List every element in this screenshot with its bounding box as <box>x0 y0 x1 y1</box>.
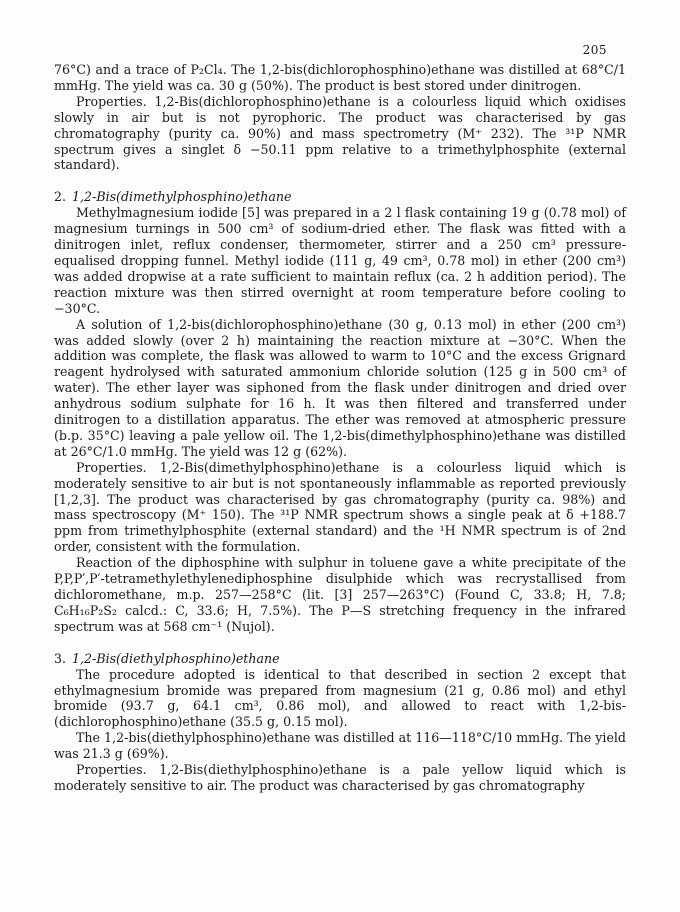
paragraph-continued: 76°C) and a trace of P₂Cl₄. The 1,2-bis(dichlorophosphino)ethane was distilled at 68°C/1 mmHg. The yield was ca. 30 g (50%). The product is best stored under dinitrogen. <box>54 62 626 93</box>
paragraph-properties-dichloro: Properties. 1,2-Bis(dichlorophosphino)ethane is a colourless liquid which oxidises slowly in air but is not pyrophoric. The product was characterised by gas chromatography (purity ca. 90%) and mass spectrometry (M⁺ 232). The ³¹P NMR spectrum gives a singlet δ −50.11 ppm relative to a trimethylphosphite (external standard). <box>54 93 626 173</box>
section-2-paragraph-sulphur: Reaction of the diphosphine with sulphur in toluene gave a white precipitate of the P,P,P′,P′-tetramethylethylenediphosphine disulphide which was recrystallised from dichloromethane, m.p. 257—258°C (lit. [3] 257—263°C) (Found C, 33.8; H, 7.8; C₆H₁₆P₂S₂ calcd.: C, 33.6; H, 7.5%). The P—S stretching frequency in the infrared spectrum was at 568 cm⁻¹ (Nujol). <box>54 555 626 634</box>
section-2-paragraph-1: Methylmagnesium iodide [5] was prepared in a 2 l flask containing 19 g (0.78 mol) of magnesium turnings in 500 cm³ of sodium-dried ether. The flask was fitted with a dinitrogen inlet, reflux condenser, thermometer, stirrer and a 250 cm³ pressure-equalised dropping funnel. Methyl iodide (111 g, 49 cm³, 0.78 mol) in ether (200 cm³) was added dropwise at a rate sufficient to maintain reflux (ca. 2 h addition period). The reaction mixture was then stirred overnight at room temperature before cooling to −30°C. <box>54 205 626 316</box>
section-3-paragraph-2: The 1,2-bis(diethylphosphino)ethane was distilled at 116—118°C/10 mmHg. The yield was 21.3 g (69%). <box>54 730 626 762</box>
section-2-number: 2. <box>54 189 67 205</box>
body-text <box>54 62 626 794</box>
section-2-paragraph-2: A solution of 1,2-bis(dichlorophosphino)ethane (30 g, 0.13 mol) in ether (200 cm³) was added slowly (over 2 h) maintaining the reaction mixture at −30°C. When the addition was complete, the flask was allowed to warm to 10°C and the excess Grignard reagent hydrolysed with saturated ammonium chloride solution (125 g in 500 cm³ of water). The ether layer was siphoned from the flask under dinitrogen and dried over anhydrous sodium sulphate for 16 h. It was then filtered and transferred under dinitrogen to a distillation apparatus. The ether was removed at atmospheric pressure (b.p. 35°C) leaving a pale yellow oil. The 1,2-bis(dimethylphosphino)ethane was distilled at 26°C/1.0 mmHg. The yield was 12 g (62%). <box>54 316 626 459</box>
section-3-heading <box>54 651 626 667</box>
section-3-title: 1,2-Bis(diethylphosphino)ethane <box>72 650 280 666</box>
section-3-paragraph-1: The procedure adopted is identical to that described in section 2 except that ethylmagnesium bromide was prepared from magnesium (21 g, 0.86 mol) and ethyl bromide (93.7 g, 64.1 cm³, 0.86 mol), and allowed to react with 1,2-bis-(dichlorophosphino)ethane (35.5 g, 0.15 mol). <box>54 666 626 730</box>
section-2-paragraph-properties: Properties. 1,2-Bis(dimethylphosphino)ethane is a colourless liquid which is moderately sensitive to air but is not spontaneously inflammable as reported previously [1,2,3]. The product was characterised by gas chromatography (purity ca. 98%) and mass spectroscopy (M⁺ 150). The ³¹P NMR spectrum shows a single peak at δ +188.7 ppm from trimethylphosphite (external standard) and the ¹H NMR spectrum is of 2nd order, consistent with the formulation. <box>54 459 626 555</box>
section-3-paragraph-properties: Properties. 1,2-Bis(diethylphosphino)ethane is a pale yellow liquid which is moderately sensitive to air. The product was characterised by gas chromatography <box>54 762 626 793</box>
section-3-number: 3. <box>54 650 67 666</box>
section-2-heading <box>54 189 626 205</box>
section-2-title: 1,2-Bis(dimethylphosphino)ethane <box>72 189 292 205</box>
page-number: 205 <box>582 43 607 57</box>
